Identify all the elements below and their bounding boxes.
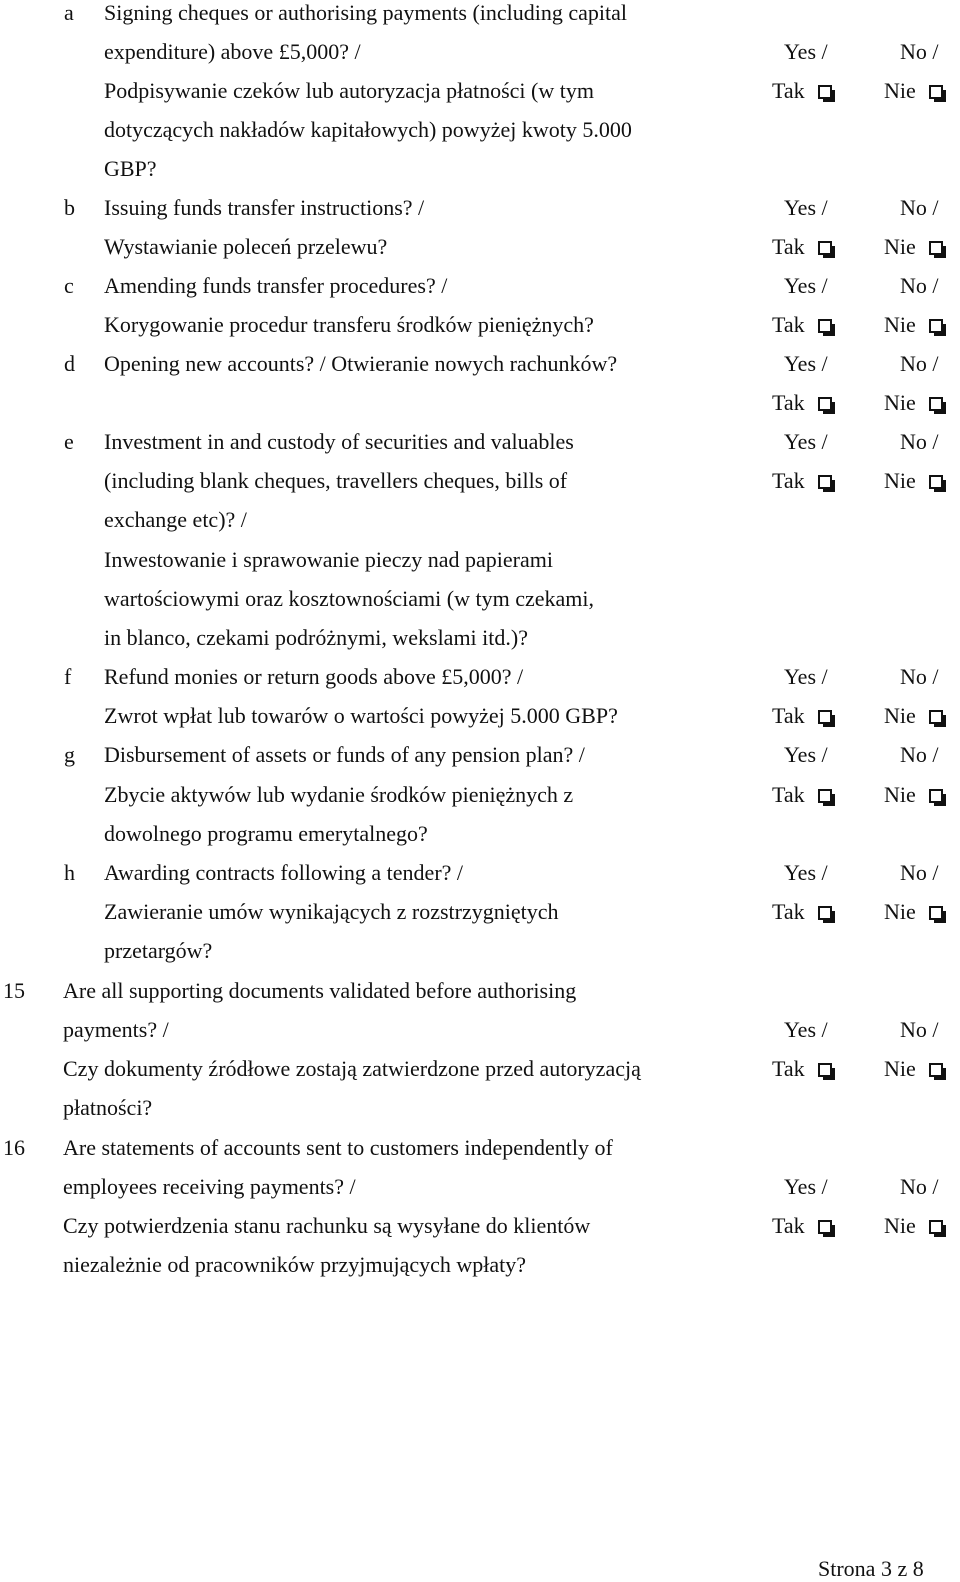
tak-option-15[interactable] — [772, 1054, 832, 1084]
tak-label: Tak — [772, 703, 805, 728]
checkbox-icon[interactable] — [818, 319, 832, 333]
checkbox-icon[interactable] — [818, 710, 832, 724]
checkbox-icon[interactable] — [929, 1063, 943, 1077]
question-g-line-3: dowolnego programu emerytalnego? — [104, 821, 428, 846]
no-label-a: No / — [900, 39, 939, 64]
checkbox-icon[interactable] — [929, 475, 943, 489]
item-marker-g: g — [64, 742, 75, 767]
nie-option-15[interactable] — [884, 1054, 943, 1084]
no-label-h: No / — [900, 860, 939, 885]
question-a-line-4: dotyczących nakładów kapitałowych) powyżej kwoty 5.000 — [104, 117, 632, 142]
question-e-line-1: Investment in and custody of securities and valuables — [104, 429, 574, 454]
no-label-g: No / — [900, 742, 939, 767]
page-number: Strona 3 z 8 — [818, 1556, 924, 1581]
tak-option-a[interactable] — [772, 76, 832, 106]
question-h-line-1: Awarding contracts following a tender? / — [104, 860, 464, 885]
tak-option-f[interactable] — [772, 701, 832, 731]
question-e-line-6: in blanco, czekami podróżnymi, wekslami itd.)? — [104, 625, 528, 650]
no-label-15: No / — [900, 1017, 939, 1042]
question-15-line-1: Are all supporting documents validated before authorising — [63, 978, 577, 1003]
question-d-line-1: Opening new accounts? / Otwieranie nowych rachunków? — [104, 351, 618, 376]
nie-option-a[interactable] — [884, 76, 943, 106]
nie-label: Nie — [884, 899, 916, 924]
question-b-line-1: Issuing funds transfer instructions? / — [104, 195, 425, 220]
item-marker-e: e — [64, 429, 74, 454]
item-number-15: 15 — [3, 978, 25, 1003]
question-g-line-2: Zbycie aktywów lub wydanie środków pieniężnych z — [104, 782, 574, 807]
nie-label: Nie — [884, 312, 916, 337]
question-b-line-2: Wystawianie poleceń przelewu? — [104, 234, 388, 259]
question-a-line-1: Signing cheques or authorising payments (including capital — [104, 0, 628, 25]
tak-option-d[interactable] — [772, 388, 832, 418]
tak-label: Tak — [772, 899, 805, 924]
tak-label: Tak — [772, 468, 805, 493]
yes-label-b: Yes / — [784, 195, 828, 220]
item-marker-c: c — [64, 273, 74, 298]
question-a-line-3: Podpisywanie czeków lub autoryzacja płatności (w tym — [104, 78, 594, 103]
checkbox-icon[interactable] — [818, 1220, 832, 1234]
checkbox-icon[interactable] — [818, 906, 832, 920]
question-e-line-5: wartościowymi oraz kosztownościami (w tym czekami, — [104, 586, 594, 611]
nie-label: Nie — [884, 234, 916, 259]
question-16-line-2: employees receiving payments? / — [63, 1174, 356, 1199]
nie-label: Nie — [884, 782, 916, 807]
tak-label: Tak — [772, 1213, 805, 1238]
tak-label: Tak — [772, 312, 805, 337]
item-marker-f: f — [64, 664, 72, 689]
question-e-line-3: exchange etc)? / — [104, 507, 247, 532]
yes-label-e: Yes / — [784, 429, 828, 454]
nie-label: Nie — [884, 390, 916, 415]
no-label-d: No / — [900, 351, 939, 376]
tak-option-e[interactable] — [772, 466, 832, 496]
tak-label: Tak — [772, 1056, 805, 1081]
nie-option-h[interactable] — [884, 897, 943, 927]
checkbox-icon[interactable] — [929, 1220, 943, 1234]
question-a-line-5: GBP? — [104, 156, 157, 181]
item-marker-b: b — [64, 195, 75, 220]
nie-label: Nie — [884, 1056, 916, 1081]
nie-option-b[interactable] — [884, 232, 943, 262]
yes-label-a: Yes / — [784, 39, 828, 64]
yes-label-h: Yes / — [784, 860, 828, 885]
yes-label-g: Yes / — [784, 742, 828, 767]
nie-option-c[interactable] — [884, 310, 943, 340]
checkbox-icon[interactable] — [818, 475, 832, 489]
question-15-line-3: Czy dokumenty źródłowe zostają zatwierdzone przed autoryzacją — [63, 1056, 641, 1081]
tak-option-c[interactable] — [772, 310, 832, 340]
item-marker-h: h — [64, 860, 75, 885]
checkbox-icon[interactable] — [818, 397, 832, 411]
nie-label: Nie — [884, 468, 916, 493]
question-16-line-3: Czy potwierdzenia stanu rachunku są wysyłane do klientów — [63, 1213, 591, 1238]
yes-label-16: Yes / — [784, 1174, 828, 1199]
nie-label: Nie — [884, 703, 916, 728]
question-f-line-2: Zwrot wpłat lub towarów o wartości powyżej 5.000 GBP? — [104, 703, 618, 728]
question-c-line-2: Korygowanie procedur transferu środków pieniężnych? — [104, 312, 594, 337]
nie-label: Nie — [884, 1213, 916, 1238]
tak-label: Tak — [772, 390, 805, 415]
question-16-line-4: niezależnie od pracowników przyjmujących wpłaty? — [63, 1252, 527, 1277]
item-number-16: 16 — [3, 1135, 25, 1160]
checkbox-icon[interactable] — [818, 241, 832, 255]
yes-label-f: Yes / — [784, 664, 828, 689]
question-h-line-2: Zawieranie umów wynikających z rozstrzygniętych — [104, 899, 559, 924]
checkbox-icon[interactable] — [818, 789, 832, 803]
nie-option-e[interactable] — [884, 466, 943, 496]
nie-option-d[interactable] — [884, 388, 943, 418]
yes-label-d: Yes / — [784, 351, 828, 376]
nie-option-16[interactable] — [884, 1211, 943, 1241]
question-g-line-1: Disbursement of assets or funds of any pension plan? / — [104, 742, 585, 767]
nie-option-g[interactable] — [884, 780, 943, 810]
tak-label: Tak — [772, 234, 805, 259]
nie-option-f[interactable] — [884, 701, 943, 731]
checkbox-icon[interactable] — [818, 1063, 832, 1077]
question-c-line-1: Amending funds transfer procedures? / — [104, 273, 448, 298]
tak-option-g[interactable] — [772, 780, 832, 810]
checkbox-icon[interactable] — [929, 789, 943, 803]
no-label-c: No / — [900, 273, 939, 298]
no-label-f: No / — [900, 664, 939, 689]
tak-label: Tak — [772, 782, 805, 807]
item-marker-d: d — [64, 351, 75, 376]
question-e-line-4: Inwestowanie i sprawowanie pieczy nad papierami — [104, 547, 553, 572]
checkbox-icon[interactable] — [929, 710, 943, 724]
checkbox-icon[interactable] — [929, 906, 943, 920]
nie-label: Nie — [884, 78, 916, 103]
checkbox-icon[interactable] — [929, 85, 943, 99]
question-h-line-3: przetargów? — [104, 938, 213, 963]
no-label-16: No / — [900, 1174, 939, 1199]
question-e-line-2: (including blank cheques, travellers cheques, bills of — [104, 468, 568, 493]
yes-label-15: Yes / — [784, 1017, 828, 1042]
checkbox-icon[interactable] — [818, 85, 832, 99]
question-f-line-1: Refund monies or return goods above £5,000? / — [104, 664, 524, 689]
tak-label: Tak — [772, 78, 805, 103]
checkbox-icon[interactable] — [929, 397, 943, 411]
tak-option-16[interactable] — [772, 1211, 832, 1241]
question-a-line-2: expenditure) above £5,000? / — [104, 39, 361, 64]
question-15-line-2: payments? / — [63, 1017, 169, 1042]
tak-option-b[interactable] — [772, 232, 832, 262]
checkbox-icon[interactable] — [929, 319, 943, 333]
yes-label-c: Yes / — [784, 273, 828, 298]
tak-option-h[interactable] — [772, 897, 832, 927]
no-label-b: No / — [900, 195, 939, 220]
no-label-e: No / — [900, 429, 939, 454]
checkbox-icon[interactable] — [929, 241, 943, 255]
item-marker-a: a — [64, 0, 74, 25]
question-15-line-4: płatności? — [63, 1095, 153, 1120]
question-16-line-1: Are statements of accounts sent to customers independently of — [63, 1135, 613, 1160]
